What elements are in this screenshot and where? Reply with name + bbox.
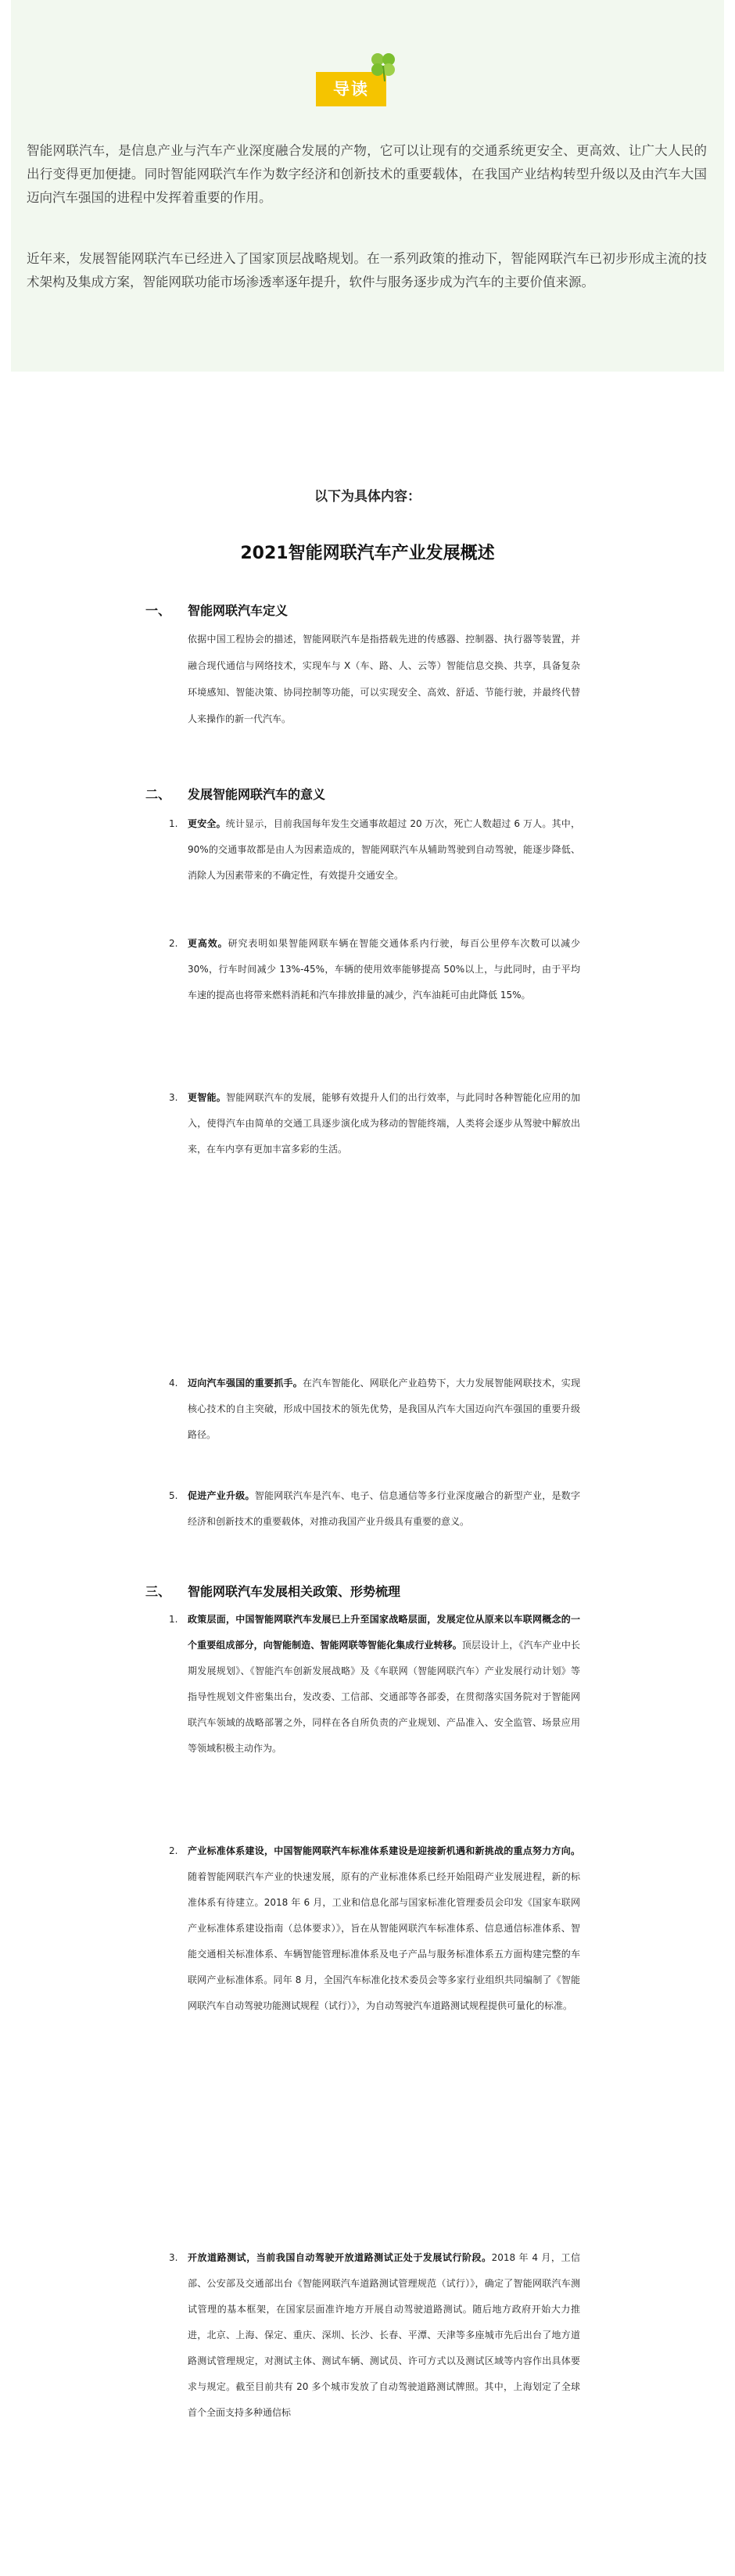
document-title: 2021智能网联汽车产业发展概述 xyxy=(240,544,495,563)
item-heading: 更安全。 xyxy=(188,818,226,829)
item-heading: 产业标准体系建设，中国智能网联汽车标准体系建设是迎接新机遇和新挑战的重点努力方向。 xyxy=(188,1845,580,1856)
item-text: 智能网联汽车是汽车、电子、信息通信等多行业深度融合的新型产业，是数字经济和创新技术的重要载体，对推动我国产业升级具有重要的意义。 xyxy=(188,1490,580,1527)
intro-paragraph-2: 近年来，发展智能网联汽车已经进入了国家顶层战略规划。在一系列政策的推动下，智能网联汽车已初步形成主流的技术架构及集成方案，智能网联功能市场渗透率逐年提升，软件与服务逐步成为汽车的主要价值来源。 xyxy=(27,251,707,289)
item-text: 研究表明如果智能网联车辆在智能交通体系内行驶，每百公里停车次数可以减少 30%，行车时间减少 13%-45%，车辆的使用效率能够提高 50%以上，与此同时，由于平均车速的提高也将带来燃料消耗和汽车排放排量的减少，汽车油耗可由此降低 15%。 xyxy=(188,938,580,1001)
list-item xyxy=(169,1607,580,1762)
list-item xyxy=(169,1371,580,1448)
item-number: 2. xyxy=(169,1845,178,1856)
item-number: 3. xyxy=(169,1092,178,1103)
item-heading: 更智能。 xyxy=(188,1092,226,1103)
list-item xyxy=(169,931,580,1008)
section-1-body: 依据中国工程协会的描述，智能网联汽车是指搭载先进的传感器、控制器、执行器等装置，并融合现代通信与网络技术，实现车与 X（车、路、人、云等）智能信息交换、共享，具备复杂环境感知、智能决策、协同控制等功能，可以实现安全、高效、舒适、节能行驶，并最终代替人来操作的新一代汽车。 xyxy=(188,634,580,724)
list-item xyxy=(169,811,580,889)
item-number: 3. xyxy=(169,2252,178,2263)
item-text: 在汽车智能化、网联化产业趋势下，大力发展智能网联技术，实现核心技术的自主突破，形成中国技术的领先优势，是我国从汽车大国迈向汽车强国的重要升级路径。 xyxy=(188,1378,580,1440)
item-number: 1. xyxy=(169,1614,178,1625)
section-number: 三、 xyxy=(145,1584,171,1599)
item-text: 智能网联汽车的发展，能够有效提升人们的出行效率，与此同时各种智能化应用的加入，使得汽车由简单的交通工具逐步演化成为移动的智能终端，人类将会逐步从驾驶中解放出来，在车内享有更加丰富多彩的生活。 xyxy=(188,1092,580,1155)
item-number: 1. xyxy=(169,818,178,829)
item-number: 4. xyxy=(169,1378,178,1389)
section-number: 一、 xyxy=(145,603,171,618)
section-heading-3 xyxy=(145,1582,400,1600)
item-heading: 迈向汽车强国的重要抓手。 xyxy=(188,1378,303,1389)
list-item xyxy=(169,1085,580,1162)
list-item xyxy=(169,2245,580,2426)
item-text: 随着智能网联汽车产业的快速发展，原有的产业标准体系已经开始阻碍产业发展进程，新的标准体系有待建立。2018 年 6 月，工业和信息化部与国家标准化管理委员会印发《国家车联网产业标准体系建设指南（总体要求）》，旨在从智能网联汽车标准体系、信息通信标准体系、智能交通相关标准体系、车辆智能管理标准体系及电子产品与服务标准体系五方面构建完整的车联网产业标准体系。同年 8 月，全国汽车标准化技术委员会等多家行业组织共同编制了《智能网联汽车自动驾驶功能测试规程（试行）》，为自动驾驶汽车道路测试规程提供可量化的标准。 xyxy=(188,1871,580,2011)
section-title: 智能网联汽车定义 xyxy=(188,603,289,618)
section-heading-1 xyxy=(145,601,288,619)
item-heading: 政策层面，中国智能网联汽车发展已上升至国家战略层面，发展定位从原来以车联网概念的一个重要组成部分，向智能制造、智能网联等智能化集成行业转移。 xyxy=(188,1614,580,1651)
list-item xyxy=(169,1483,580,1535)
clover-icon xyxy=(366,49,400,83)
lead-text: 以下为具体内容： xyxy=(314,489,421,505)
section-title: 发展智能网联汽车的意义 xyxy=(188,787,326,802)
list-item xyxy=(169,1838,580,2019)
item-text: 2018 年 4 月，工信部、公安部及交通部出台《智能网联汽车道路测试管理规范（试行）》，确定了智能网联汽车测试管理的基本框架，在国家层面准许地方开展自动驾驶道路测试。随后地方政府开始大力推进，北京、上海、保定、重庆、深圳、长沙、长春、平潭、天津等多座城市先后出台了地方道路测试管理规定，对测试主体、测试车辆、测试员、许可方式以及测试区域等内容作出具体要求与规定。截至目前共有 20 多个城市发放了自动驾驶道路测试牌照。其中，上海划定了全球首个全面支持多种通信标 xyxy=(188,2252,580,2418)
item-heading: 开放道路测试，当前我国自动驾驶开放道路测试正处于发展试行阶段。 xyxy=(188,2252,492,2263)
item-text: 统计显示，目前我国每年发生交通事故超过 20 万次，死亡人数超过 6 万人。其中，90%的交通事故都是由人为因素造成的，智能网联汽车从辅助驾驶到自动驾驶，能逐步降低、消除人为因素带来的不确定性，有效提升交通安全。 xyxy=(188,818,580,881)
item-number: 5. xyxy=(169,1490,178,1501)
item-heading: 促进产业升级。 xyxy=(188,1490,255,1501)
intro-badge-label: 导读 xyxy=(316,72,386,106)
intro-paragraph-1: 智能网联汽车，是信息产业与汽车产业深度融合发展的产物，它可以让现有的交通系统更安全、更高效、让广大人民的出行变得更加便捷。同时智能网联汽车作为数字经济和创新技术的重要载体，在我国产业结构转型升级以及由汽车大国迈向汽车强国的进程中发挥着重要的作用。 xyxy=(27,143,707,205)
section-title: 智能网联汽车发展相关政策、形势梳理 xyxy=(188,1584,401,1599)
section-heading-2 xyxy=(145,785,325,803)
intro-badge xyxy=(316,66,402,108)
intro-card xyxy=(11,0,724,372)
item-number: 2. xyxy=(169,938,178,949)
item-heading: 更高效。 xyxy=(188,938,228,949)
item-text: 顶层设计上，《汽车产业中长期发展规划》、《智能汽车创新发展战略》及《车联网（智能网联汽车）产业发展行动计划》等指导性规划文件密集出台，发改委、工信部、交通部等各部委，在贯彻落实国务院对于智能网联汽车领域的战略部署之外，同样在各自所负责的产业规划、产品准入、安全监管、场景应用等领域积极主动作为。 xyxy=(188,1640,580,1754)
section-number: 二、 xyxy=(145,787,171,802)
